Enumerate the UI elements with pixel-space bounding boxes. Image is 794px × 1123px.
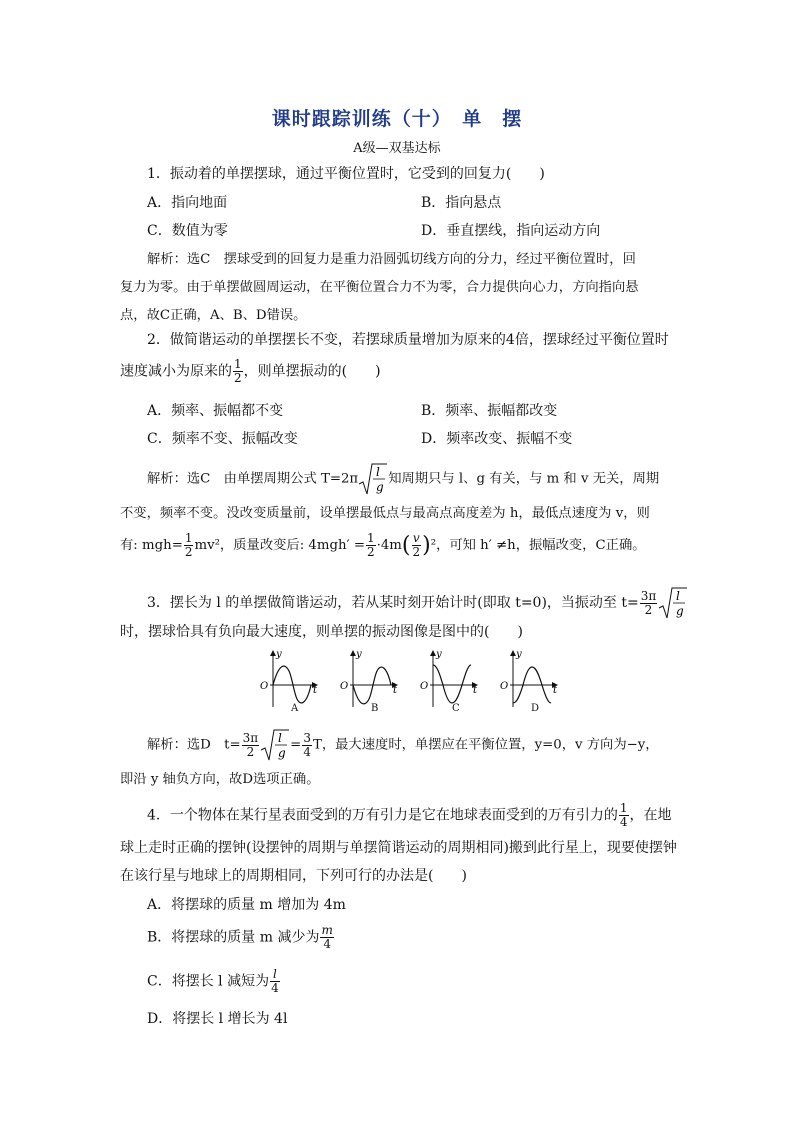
graph-label-b: B (371, 703, 379, 714)
graph-d (500, 649, 558, 707)
sqrt-symbol (358, 462, 388, 496)
svg-text:t: t (313, 685, 318, 696)
q2-solution-line3: 有: mgh= $\frac{1}{2}$ mv²，质量改变后: 4mgh′ = $\frac{1}{2}$ ·4m( $\frac{v}{2}$ )²，可知 h′ ≠h，振幅改变，C正确。 (120, 531, 646, 559)
q2-option-c: C．频率不变、振幅改变 (147, 431, 298, 447)
svg-text:O: O (500, 681, 509, 692)
q4-option-b: B．将摆球的质量 m 减少为 $\frac{m}{4}$ (147, 923, 333, 951)
q4-option-a: A．将摆球的质量 m 增加为 4m (147, 897, 346, 913)
graph-label-d: D (531, 703, 540, 714)
fraction: $\frac{1}{2}$ (234, 357, 242, 385)
q4-stem-line1: 4．一个物体在某行星表面受到的万有引力是它在地球表面受到的万有引力的 $\frac{1}{4}$ ，在地 (147, 801, 672, 829)
sqrt-symbol (658, 586, 688, 620)
fraction: $\frac{l}{4}$ (271, 967, 279, 995)
svg-text:g: g (676, 604, 684, 618)
fraction: $\frac{3}{4}$ (303, 730, 311, 759)
q2-solution-line2: 不变，频率不变。没改变质量前，设单摆最低点与最高点高度差为 h，最低点速度为 v，则 (120, 506, 650, 521)
page-title: 课时跟踪训练（十） 单 摆 (271, 108, 523, 130)
fraction: $\frac{v}{2}$ (412, 531, 421, 559)
graph-label-c: C (452, 703, 460, 714)
q2-stem-text: ，则单摆振动的( ) (243, 363, 381, 380)
q1-option-a: A．指向地面 (147, 195, 228, 211)
q3-solution-line1: 解析：选D t= $\frac{3\pi}{2}$ l g = $\frac{3}{4}$ T，最大速度时，单摆应在平衡位置，y=0，v 方向为−y， (147, 728, 659, 762)
q2-option-d: D．频率改变、振幅不变 (421, 431, 573, 447)
svg-text:O: O (340, 681, 349, 692)
graph-a (260, 649, 318, 707)
q4-option-d: D．将摆长 l 增长为 4l (147, 1011, 288, 1027)
q2-option-a: A．频率、振幅都不变 (147, 403, 284, 419)
svg-text:y: y (516, 649, 522, 660)
q3-solution-line2: 即沿 y 轴负方向，故D选项正确。 (120, 772, 320, 787)
q1-option-c: C．数值为零 (147, 223, 228, 239)
svg-text:l: l (278, 731, 283, 745)
q3-graphs (255, 645, 575, 715)
graph-b (340, 649, 398, 707)
svg-text:g: g (278, 746, 286, 760)
svg-text:O: O (260, 681, 269, 692)
q1-solution-line: 复力为零。由于单摆做圆周运动，在平衡位置合力不为零，合力提供向心力，方向指向悬 (120, 280, 639, 295)
fraction: $\frac{1}{4}$ (619, 801, 628, 829)
right-paren: ) (422, 533, 431, 558)
svg-text:y: y (436, 649, 442, 660)
fraction: $\frac{1}{2}$ (184, 531, 193, 559)
svg-text:l: l (376, 465, 381, 479)
q4-stem-line2: 球上走时正确的摆钟(设摆钟的周期与单摆简谐运动的周期相同)搬到此行星上，现要使摆钟 (120, 840, 677, 856)
svg-text:g: g (376, 480, 384, 494)
q2-stem-line1: 2．做简谐运动的单摆摆长不变，若摆球质量增加为原来的4倍，摆球经过平衡位置时 (147, 332, 669, 348)
svg-text:t: t (393, 685, 398, 696)
q2-stem-line2 (120, 358, 381, 385)
q4-option-c: C．将摆长 l 减短为 $\frac{l}{4}$ (147, 967, 279, 995)
q3-stem-line1: 3．摆长为 l 的单摆做简谐运动，若从某时刻开始计时(即取 t=0)，当振动至 t= $\frac{3\pi}{2}$ l g (147, 586, 688, 620)
q1-option-d: D．垂直摆线，指向运动方向 (421, 223, 601, 239)
q2-option-b: B．频率、振幅都改变 (421, 403, 558, 419)
fraction: $\frac{1}{2}$ (366, 531, 375, 559)
q1-solution-line: 解析：选C 摆球受到的回复力是重力沿圆弧切线方向的分力，经过平衡位置时，回 (147, 252, 636, 267)
sqrt-symbol (260, 728, 290, 762)
fraction: $\frac{3\pi}{2}$ (640, 588, 657, 617)
svg-text:O: O (420, 681, 429, 692)
svg-text:y: y (356, 649, 362, 660)
svg-text:t: t (473, 685, 478, 696)
section-label: A级—双基达标 (353, 141, 441, 156)
fraction: $\frac{m}{4}$ (321, 923, 333, 951)
q2-solution-line1: 解析：选C 由单摆周期公式 T=2π l g 知周期只与 l、g 有关，与 m 和 v 无关，周期 (147, 462, 659, 496)
fraction: $\frac{3\pi}{2}$ (242, 730, 259, 759)
svg-text:y: y (276, 649, 282, 660)
left-paren: ( (401, 533, 411, 558)
graph-c (420, 649, 478, 707)
q1-stem: 1．振动着的单摆摆球，通过平衡位置时，它受到的回复力( ) (147, 166, 545, 182)
graph-c-curve (433, 665, 471, 703)
svg-text:t: t (553, 685, 558, 696)
svg-text:l: l (676, 589, 681, 603)
q3-stem-line2: 时，摆球恰具有负向最大速度，则单摆的振动图像是图中的( ) (120, 624, 523, 640)
q2-stem-text: 速度减小为原来的 (120, 363, 232, 380)
q1-solution-line: 点，故C正确，A、B、D错误。 (120, 308, 307, 323)
q4-stem-line3: 在该行星与地球上的周期相同，下列可行的办法是( ) (120, 868, 467, 884)
graph-label-a: A (291, 703, 299, 714)
q1-option-b: B．指向悬点 (421, 195, 502, 211)
